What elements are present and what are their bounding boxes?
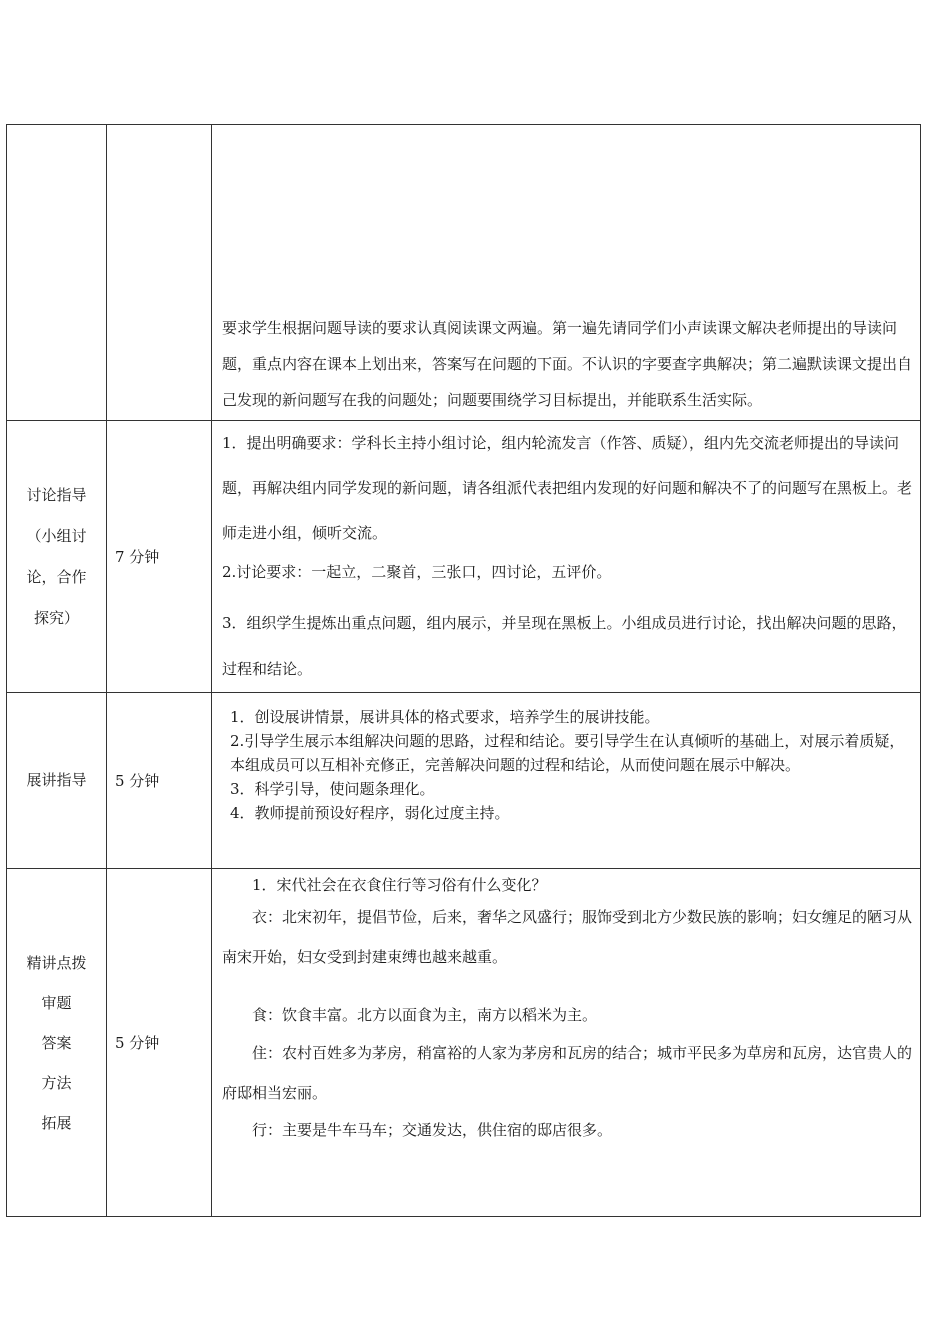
question-text: 1．宋代社会在衣食住行等习俗有什么变化？ <box>252 876 547 894</box>
discussion-item-1: 1．提出明确要求：学科长主持小组讨论，组内轮流发言（作答、质疑），组内先交流老师提出的导读问题，再解决组内同学发现的新问题，请各组派代表把组内发现的好问题和解决不了的问题写在黑板上。老师走进小组，倾听交流。 <box>222 434 913 542</box>
stage-line: （小组讨 <box>26 526 87 545</box>
stage-line: 精讲点拨 <box>26 953 87 972</box>
answer-food: 食：饮食丰富。北方以面食为主，南方以稻米为主。 <box>252 1006 598 1024</box>
content-cell-presentation <box>212 693 921 869</box>
stage-cell-presentation <box>7 693 107 869</box>
stage-line: 答案 <box>41 1033 72 1052</box>
content-cell-reading <box>212 125 921 421</box>
stage-cell-empty <box>7 125 107 421</box>
content-cell-discussion <box>212 421 921 693</box>
stage-cell-explanation <box>7 869 107 1217</box>
presentation-item-4: 4．教师提前预设好程序，弱化过度主持。 <box>230 804 510 822</box>
stage-line: 探究） <box>33 608 79 627</box>
table-row-presentation <box>7 693 921 869</box>
discussion-item-3: 3．组织学生提炼出重点问题，组内展示，并呈现在黑板上。小组成员进行讨论，找出解决问题的思路，过程和结论。 <box>222 614 907 678</box>
lesson-plan-table <box>6 124 921 1217</box>
time-cell-explanation: 5 分钟 <box>107 869 212 1217</box>
answer-transport: 行：主要是牛车马车；交通发达，供住宿的邸店很多。 <box>252 1121 613 1139</box>
presentation-item-1: 1．创设展讲情景，展讲具体的格式要求，培养学生的展讲技能。 <box>230 708 660 726</box>
presentation-item-2: 2.引导学生展示本组解决问题的思路，过程和结论。要引导学生在认真倾听的基础上，对展示着质疑，本组成员可以互相补充修正，完善解决问题的过程和结论，从而使问题在展示中解决。 <box>230 732 905 774</box>
table-row-discussion <box>7 421 921 693</box>
time-cell-discussion: 7 分钟 <box>107 421 212 693</box>
presentation-item-3: 3．科学引导，使问题条理化。 <box>230 780 435 798</box>
stage-line: 拓展 <box>41 1113 72 1132</box>
stage-line: 论，合作 <box>26 567 87 586</box>
answer-clothing: 衣：北宋初年，提倡节俭，后来，奢华之风盛行；服饰受到北方少数民族的影响；妇女缠足的陋习从南宋开始，妇女受到封建束缚也越来越重。 <box>222 908 913 966</box>
time-cell-presentation: 5 分钟 <box>107 693 212 869</box>
stage-line: 展讲指导 <box>26 771 87 789</box>
discussion-item-2: 2.讨论要求：一起立，二聚首，三张口，四讨论，五评价。 <box>222 563 612 581</box>
stage-line: 讨论指导 <box>26 485 87 504</box>
stage-cell-discussion <box>7 421 107 693</box>
time-cell-empty <box>107 125 212 421</box>
stage-line: 方法 <box>41 1073 72 1092</box>
content-cell-explanation <box>212 869 921 1217</box>
stage-line: 审题 <box>41 993 72 1012</box>
reading-paragraph: 要求学生根据问题导读的要求认真阅读课文两遍。第一遍先请同学们小声读课文解决老师提出的导读问题，重点内容在课本上划出来，答案写在问题的下面。不认识的字要查字典解决；第二遍默读课文提出自己发现的新问题写在我的问题处；问题要围绕学习目标提出，并能联系生活实际。 <box>222 319 913 409</box>
answer-housing: 住：农村百姓多为茅房，稍富裕的人家为茅房和瓦房的结合；城市平民多为草房和瓦房，达官贵人的府邸相当宏丽。 <box>222 1044 913 1102</box>
table-row-reading <box>7 125 921 421</box>
table-row-explanation <box>7 869 921 1217</box>
